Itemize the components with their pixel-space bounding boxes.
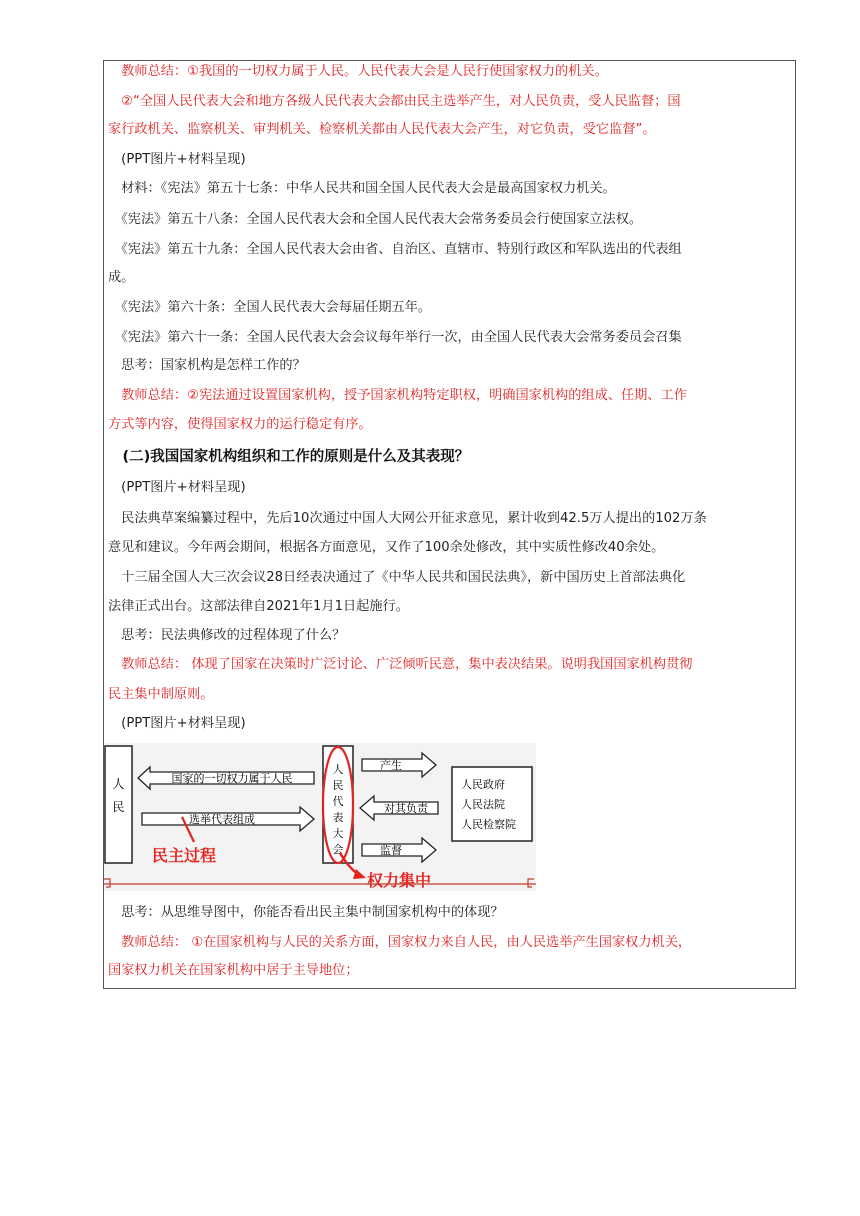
democratic-centralism-diagram bbox=[104, 743, 536, 891]
congress-char: 民 bbox=[332, 779, 344, 792]
question-line: 思考：从思维导图中，你能否看出民主集中制国家机构中的体现？ bbox=[108, 905, 504, 920]
ppt-note: (PPT图片+材料呈现) bbox=[108, 716, 246, 731]
slide-border-ornament bbox=[104, 879, 110, 887]
question-line: 思考：国家机构是怎样工作的？ bbox=[108, 358, 306, 373]
congress-char: 表 bbox=[332, 811, 344, 824]
material-line: 成。 bbox=[108, 270, 135, 285]
teacher-summary-line: 教师总结：①我国的一切权力属于人民。人民代表大会是人民行使国家权力的机关。 bbox=[108, 64, 608, 79]
rel-produce-label: 产生 bbox=[380, 759, 402, 772]
material-line: 意见和建议。今年两会期间，根据各方面意见，又作了100余处修改，其中实质性修改40余处。 bbox=[108, 540, 665, 555]
congress-char: 人 bbox=[332, 763, 344, 776]
people-label-1: 人 bbox=[112, 777, 125, 791]
teacher-summary-line: 国家权力机关在国家机构中居于主导地位； bbox=[108, 963, 359, 978]
org-court: 人民法院 bbox=[461, 798, 505, 811]
teacher-summary-line: 教师总结：②宪法通过设置国家机构，授予国家机构特定职权，明确国家机构的组成、任期、工作 bbox=[108, 388, 687, 403]
teacher-summary-line: 民主集中制原则。 bbox=[108, 687, 214, 702]
material-line: 十三届全国人大三次会议28日经表决通过了《中华人民共和国民法典》，新中国历史上首部法典化 bbox=[108, 570, 686, 585]
people-label-2: 民 bbox=[112, 800, 125, 814]
ppt-note: (PPT图片+材料呈现) bbox=[108, 152, 246, 167]
teacher-summary-line: 教师总结： ①在国家机构与人民的关系方面，国家权力来自人民，由人民选举产生国家权力机关， bbox=[108, 935, 692, 950]
org-procuratorate: 人民检察院 bbox=[461, 818, 516, 831]
org-government: 人民政府 bbox=[461, 778, 505, 791]
arrow-top-label: 国家的一切权力属于人民 bbox=[171, 772, 293, 785]
material-line: 材料：《宪法》第五十七条：中华人民共和国全国人民代表大会是最高国家权力机关。 bbox=[108, 181, 616, 196]
material-line: 民法典草案编纂过程中，先后10次通过中国人大网公开征求意见，累计收到42.5万人提出的102万条 bbox=[108, 511, 707, 526]
material-line: 《宪法》第五十八条：全国人民代表大会和全国人民代表大会常务委员会行使国家立法权。 bbox=[108, 212, 643, 227]
material-line: 法律正式出台。这部法律自2021年1月1日起施行。 bbox=[108, 599, 409, 614]
teacher-summary-line: ②“全国人民代表大会和地方各级人民代表大会都由民主选举产生，对人民负责，受人民监督；国 bbox=[108, 94, 681, 109]
section-heading: (二)我国国家机构组织和工作的原则是什么及其表现？ bbox=[108, 449, 470, 465]
congress-char: 代 bbox=[332, 795, 344, 808]
question-line: 思考：民法典修改的过程体现了什么？ bbox=[108, 628, 346, 643]
slide-border-ornament bbox=[528, 879, 534, 887]
material-line: 《宪法》第六十条：全国人民代表大会每届任期五年。 bbox=[108, 300, 432, 315]
rel-supervise-label: 监督 bbox=[380, 844, 402, 857]
teacher-summary-line: 方式等内容，使得国家权力的运行稳定有序。 bbox=[108, 417, 372, 432]
label-centralism: 权力集中 bbox=[367, 871, 432, 890]
ppt-note: (PPT图片+材料呈现) bbox=[108, 480, 246, 495]
arrow-bottom-label: 选举代表组成 bbox=[189, 813, 255, 826]
teacher-summary-line: 教师总结： 体现了国家在决策时广泛讨论、广泛倾听民意，集中表决结果。说明我国国家机构贯彻 bbox=[108, 657, 693, 672]
congress-char: 会 bbox=[332, 843, 344, 856]
label-democracy: 民主过程 bbox=[152, 846, 217, 865]
material-line: 《宪法》第五十九条：全国人民代表大会由省、自治区、直辖市、特别行政区和军队选出的代表组 bbox=[108, 242, 682, 257]
teacher-summary-line: 家行政机关、监察机关、审判机关、检察机关都由人民代表大会产生，对它负责，受它监督”。 bbox=[108, 122, 656, 137]
rel-responsible-label: 对其负责 bbox=[384, 802, 428, 815]
material-line: 《宪法》第六十一条：全国人民代表大会会议每年举行一次，由全国人民代表大会常务委员会召集 bbox=[108, 330, 682, 345]
congress-char: 大 bbox=[332, 827, 344, 840]
